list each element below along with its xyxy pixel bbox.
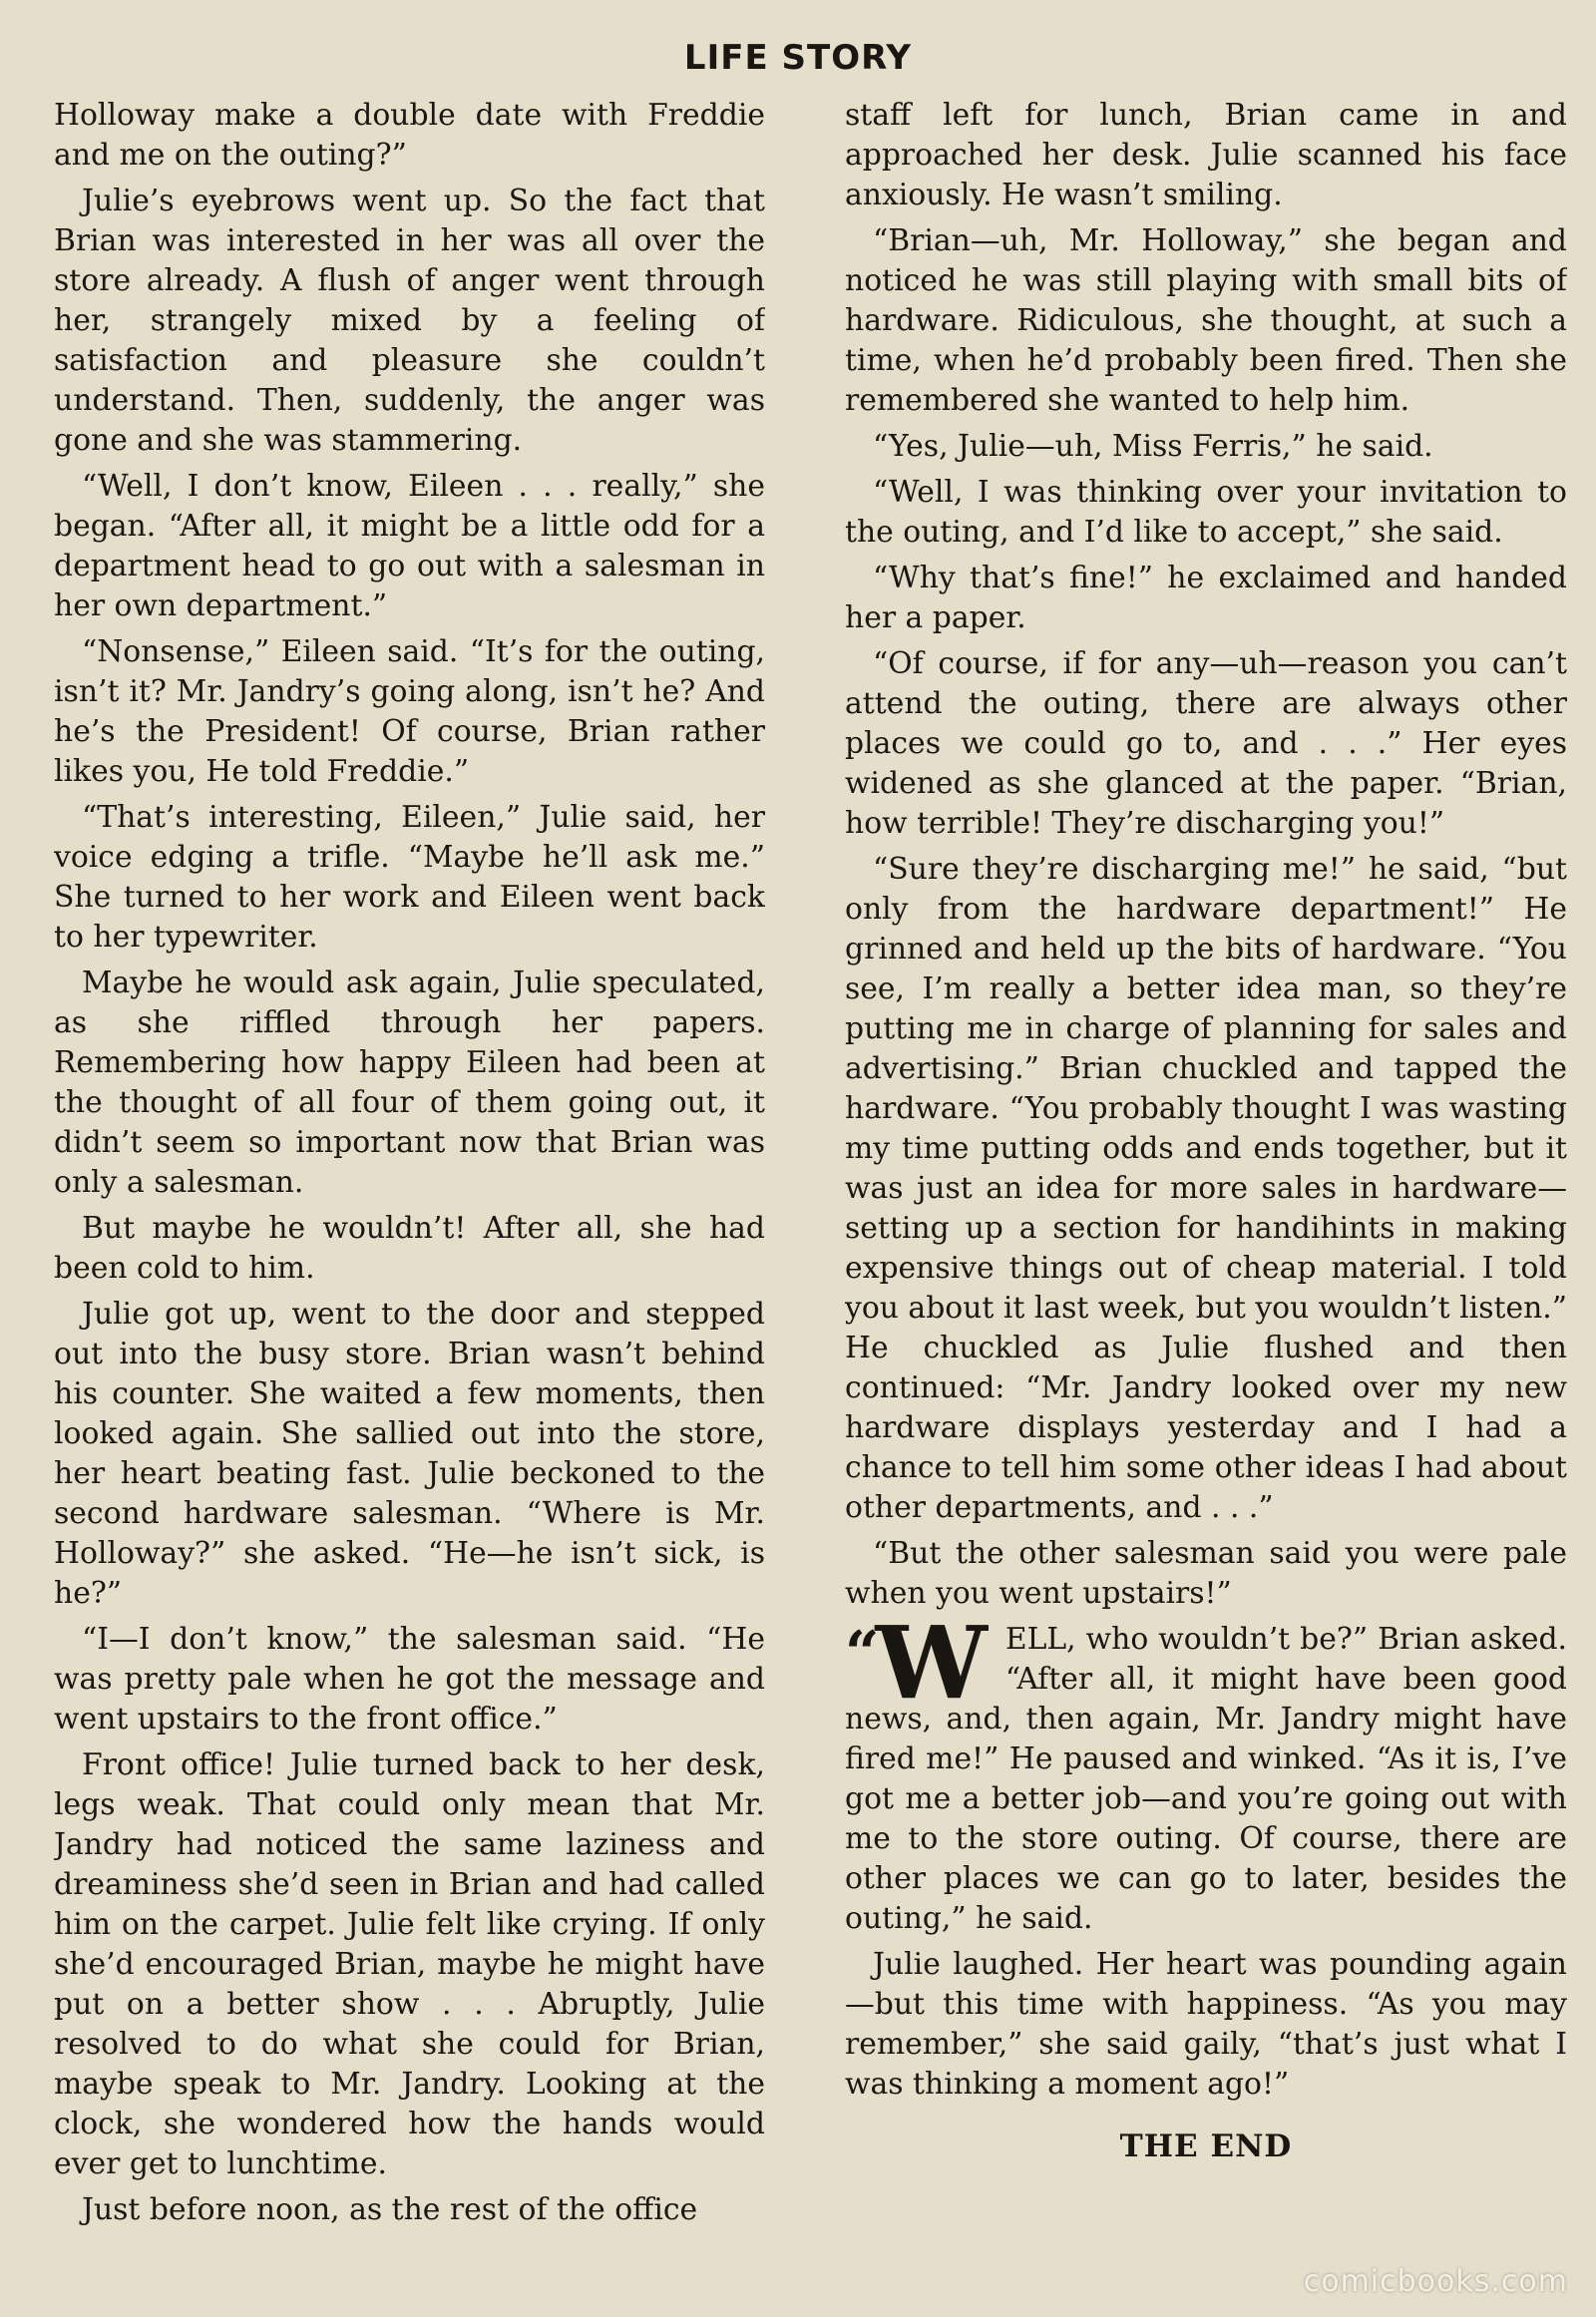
dropcap-text: ELL, who wouldn’t be?” Brian asked. “After all, it might have been good news, and, then again, Mr. Jandry might have fired me!” He paused and winked. “As it is, I’ve got me a better job—and you’re going out with me to the store outing. Of course, there are other places we can go to later, besides the outing,” he said. xyxy=(845,1622,1567,1936)
paragraph: “Sure they’re discharging me!” he said, “but only from the hardware department!” He grinned and held up the bits of hardware. “You see, I’m really a better idea man, so they’re putting me in charge of planning for sales and advertising.” Brian chuckled and tapped the hardware. “You probably thought I was wasting my time putting odds and ends together, but it was just an idea for more sales in hardware—setting up a section for handihints in making expensive things out of cheap material. I told you about it last week, but you wouldn’t listen.” He chuckled as Julie flushed and then continued: “Mr. Jandry looked over my new hardware displays yesterday and I had a chance to tell him some other ideas I had about other departments, and . . .” xyxy=(845,852,1567,1525)
drop-cap-quote: “ xyxy=(845,1619,880,1689)
page-header: LIFE STORY xyxy=(683,38,913,78)
dropcap-paragraph xyxy=(845,1604,1567,1939)
paragraph: “Nonsense,” Eileen said. “It’s for the outing, isn’t it? Mr. Jandry’s going along, isn’t he? And he’s the President! Of course, Brian rather likes you, He told Freddie.” xyxy=(54,634,765,789)
paragraph: “Well, I don’t know, Eileen . . . really,” she began. “After all, it might be a little odd for a department head to go out with a salesman in her own department.” xyxy=(54,469,765,623)
paragraph: “That’s interesting, Eileen,” Julie said, her voice edging a trifle. “Maybe he’ll ask me.” She turned to her work and Eileen went back to her typewriter. xyxy=(54,800,765,955)
paragraph: “Of course, if for any—uh—reason you can’t attend the outing, there are always other places we could go to, and . . .” Her eyes widened as she glanced at the paper. “Brian, how terrible! They’re discharging you!” xyxy=(845,646,1567,841)
paragraph: Julie laughed. Her heart was pounding again—but this time with happiness. “As you may remember,” she said gaily, “that’s just what I was thinking a moment ago!” xyxy=(845,1947,1567,2102)
paragraph: “Why that’s fine!” he exclaimed and handed her a paper. xyxy=(845,561,1567,635)
paragraph: Just before noon, as the rest of the office xyxy=(82,2192,698,2227)
paragraph: Holloway make a double date with Freddie and me on the outing?” xyxy=(54,98,765,173)
paragraph: staff left for lunch, Brian came in and approached her desk. Julie scanned his face anxiously. He wasn’t smiling. xyxy=(845,98,1567,212)
right-column xyxy=(845,96,1567,2317)
paragraph: Front office! Julie turned back to her desk, legs weak. That could only mean that Mr. Jandry had noticed the same laziness and dreaminess she’d seen in Brian and had called him on the carpet. Julie felt like crying. If only she’d encouraged Brian, maybe he might have put on a better show . . . Abruptly, Julie resolved to do what she could for Brian, maybe speak to Mr. Jandry. Looking at the clock, she wondered how the hands would ever get to lunchtime. xyxy=(54,1747,765,2181)
drop-cap xyxy=(845,1604,988,1722)
drop-cap-letter: W xyxy=(875,1604,988,1722)
paragraph: “Yes, Julie—uh, Miss Ferris,” he said. xyxy=(873,429,1433,464)
watermark: comicbooks.com xyxy=(1303,2264,1568,2299)
the-end-label: THE END xyxy=(1119,2128,1293,2164)
paragraph: “Well, I was thinking over your invitation to the outing, and I’d like to accept,” she said. xyxy=(845,475,1567,550)
paragraph: Julie’s eyebrows went up. So the fact that Brian was interested in her was all over the store already. A flush of anger went through her, strangely mixed by a feeling of satisfaction and pleasure she couldn’t understand. Then, suddenly, the anger was gone and she was stammering. xyxy=(54,184,765,458)
paragraph: “Brian—uh, Mr. Holloway,” she began and noticed he was still playing with small bits of hardware. Ridiculous, she thought, at such a time, when he’d probably been fired. Then she remembered she wanted to help him. xyxy=(845,223,1567,418)
paragraph: Julie got up, went to the door and stepped out into the busy store. Brian wasn’t behind his counter. She waited a few moments, then looked again. She sallied out into the store, her heart beating fast. Julie beckoned to the second hardware salesman. “Where is Mr. Holloway?” she asked. “He—he isn’t sick, is he?” xyxy=(54,1297,765,1611)
paragraph: “I—I don’t know,” the salesman said. “He was pretty pale when he got the message and went upstairs to the front office.” xyxy=(54,1622,765,1737)
left-column xyxy=(54,96,765,2317)
paragraph: Maybe he would ask again, Julie speculated, as she riffled through her papers. Remembering how happy Eileen had been at the thought of all four of them going out, it didn’t seem so important now that Brian was only a salesman. xyxy=(54,965,765,1200)
paragraph: But maybe he wouldn’t! After all, she had been cold to him. xyxy=(54,1211,765,1286)
paragraph: “But the other salesman said you were pale when you went upstairs!” xyxy=(845,1536,1567,1611)
